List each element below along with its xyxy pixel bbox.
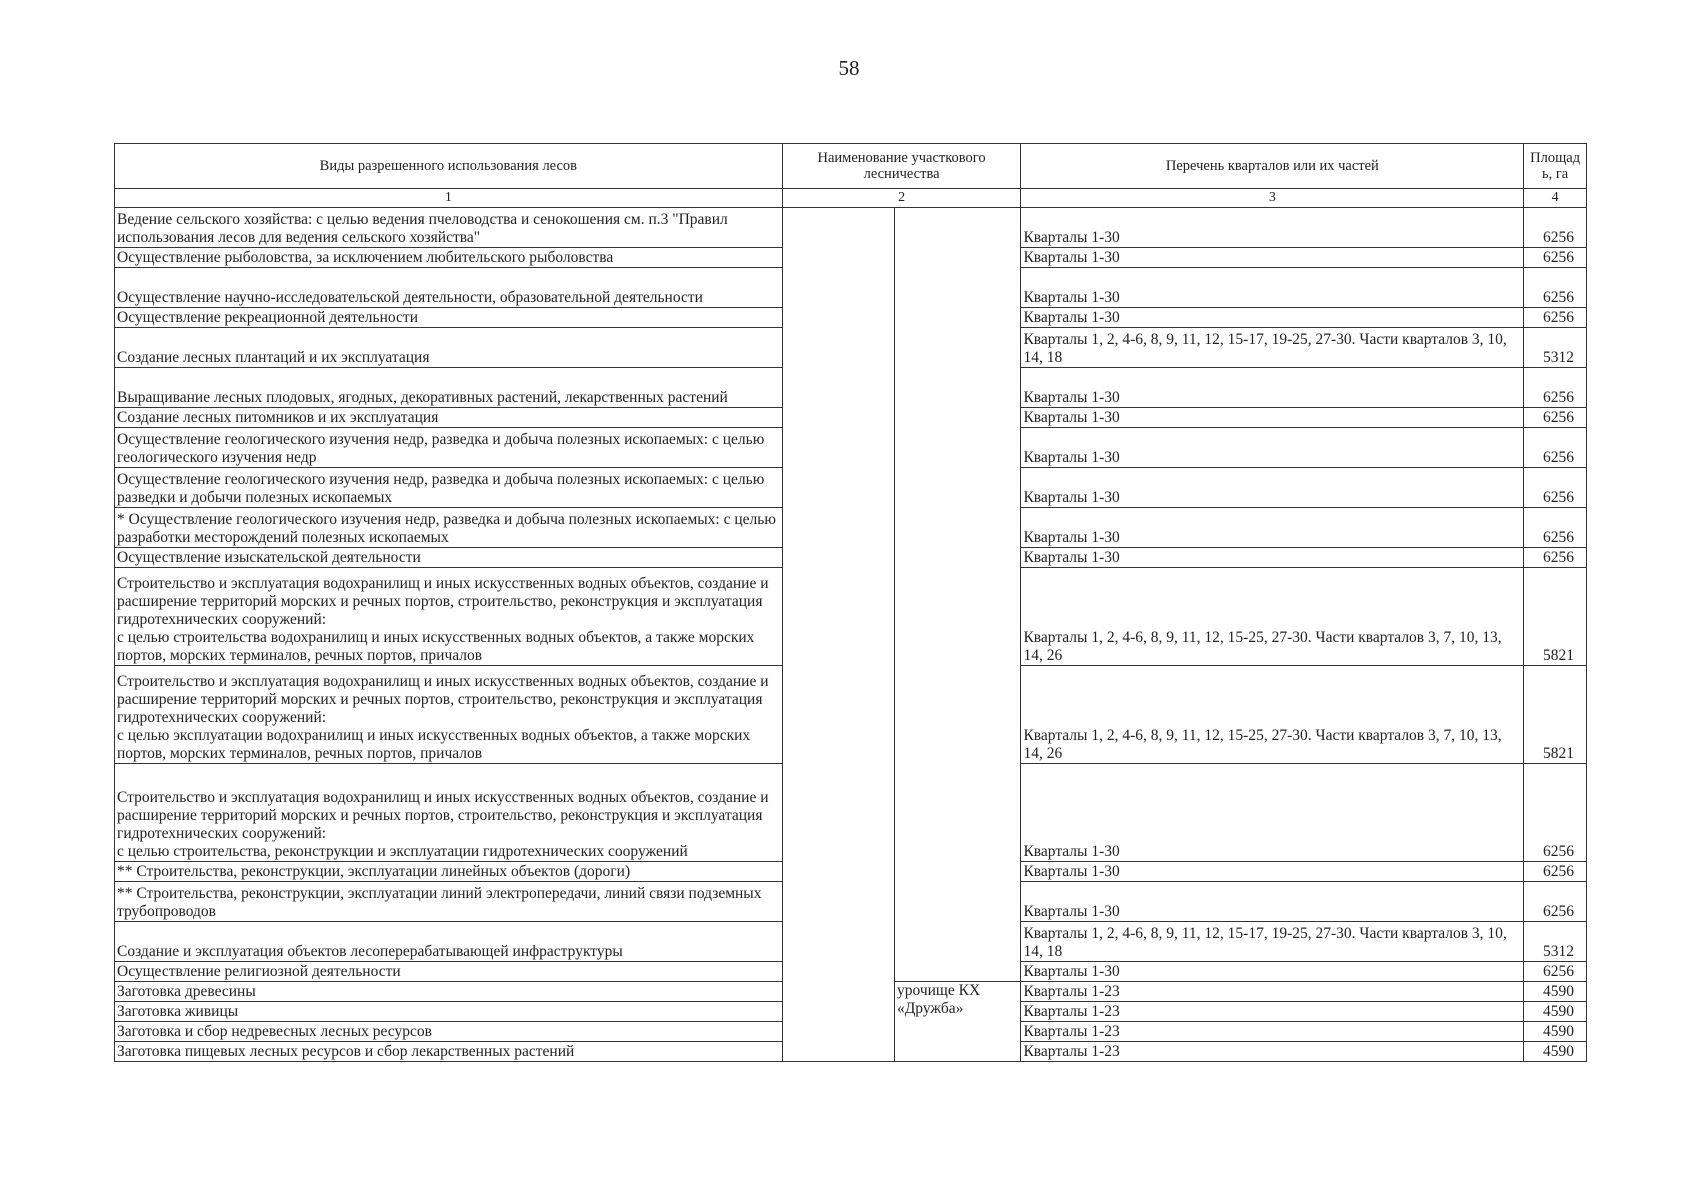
use-type-cell: Создание и эксплуатация объектов лесоперерабатывающей инфраструктуры bbox=[115, 922, 783, 962]
page-number: 58 bbox=[838, 56, 860, 80]
use-type-cell: ** Строительства, реконструкции, эксплуатации линий электропередачи, линий связи подземных трубопроводов bbox=[115, 882, 783, 922]
area-cell: 4590 bbox=[1524, 1042, 1587, 1062]
use-type-cell: Ведение сельского хозяйства: с целью ведения пчеловодства и сенокошения см. п.3 "Правил использования лесов для ведения сельского хозяйства" bbox=[115, 208, 783, 248]
header-area: Площад ь, га bbox=[1524, 144, 1587, 189]
quarters-cell: Кварталы 1-30 bbox=[1021, 862, 1524, 882]
use-type-cell: Заготовка и сбор недревесных лесных ресурсов bbox=[115, 1022, 783, 1042]
column-number: 1 bbox=[115, 189, 783, 208]
quarters-cell: Кварталы 1-30 bbox=[1021, 508, 1524, 548]
use-type-cell: Строительство и эксплуатация водохранилищ и иных искусственных водных объектов, создание и расширение территорий морских и речных портов, строительство, реконструкция и эксплуатация гидротехнических сооружений: с целью строительства, реконструкции и эксплуатации гидротехнических сооружений bbox=[115, 764, 783, 862]
area-cell: 4590 bbox=[1524, 1002, 1587, 1022]
use-type-cell: * Осуществление геологического изучения недр, разведка и добыча полезных ископаемых: с целью разработки месторождений полезных ископаемых bbox=[115, 508, 783, 548]
quarters-cell: Кварталы 1, 2, 4-6, 8, 9, 11, 12, 15-17, 19-25, 27-30. Части кварталов 3, 10, 14, 18 bbox=[1021, 922, 1524, 962]
column-number: 2 bbox=[782, 189, 1021, 208]
area-cell: 6256 bbox=[1524, 764, 1587, 862]
quarters-cell: Кварталы 1-30 bbox=[1021, 308, 1524, 328]
area-cell: 6256 bbox=[1524, 862, 1587, 882]
area-cell: 6256 bbox=[1524, 548, 1587, 568]
use-type-cell: Строительство и эксплуатация водохранилищ и иных искусственных водных объектов, создание и расширение территорий морских и речных портов, строительство, реконструкция и эксплуатация гидротехнических сооружений: с целью строительства водохранилищ и иных искусственных водных объектов, а также морских портов, морских терминалов, речных портов, причалов bbox=[115, 568, 783, 666]
area-cell: 5821 bbox=[1524, 568, 1587, 666]
area-cell: 6256 bbox=[1524, 408, 1587, 428]
quarters-cell: Кварталы 1-30 bbox=[1021, 764, 1524, 862]
area-cell: 6256 bbox=[1524, 468, 1587, 508]
quarters-cell: Кварталы 1, 2, 4-6, 8, 9, 11, 12, 15-17, 19-25, 27-30. Части кварталов 3, 10, 14, 18 bbox=[1021, 328, 1524, 368]
area-cell: 6256 bbox=[1524, 268, 1587, 308]
area-cell: 6256 bbox=[1524, 962, 1587, 982]
quarters-cell: Кварталы 1-23 bbox=[1021, 1022, 1524, 1042]
quarters-cell: Кварталы 1-23 bbox=[1021, 1042, 1524, 1062]
quarters-cell: Кварталы 1-30 bbox=[1021, 468, 1524, 508]
forestry-blank-cell bbox=[782, 208, 894, 1062]
quarters-cell: Кварталы 1-30 bbox=[1021, 268, 1524, 308]
use-type-cell: Создание лесных питомников и их эксплуатация bbox=[115, 408, 783, 428]
area-cell: 6256 bbox=[1524, 428, 1587, 468]
use-type-cell: Осуществление рыболовства, за исключением любительского рыболовства bbox=[115, 248, 783, 268]
area-cell: 6256 bbox=[1524, 882, 1587, 922]
use-type-cell: Заготовка древесины bbox=[115, 982, 783, 1002]
area-cell: 6256 bbox=[1524, 248, 1587, 268]
area-cell: 4590 bbox=[1524, 1022, 1587, 1042]
use-type-cell: Заготовка живицы bbox=[115, 1002, 783, 1022]
use-type-cell: Осуществление изыскательской деятельности bbox=[115, 548, 783, 568]
column-number-row bbox=[115, 189, 1587, 208]
quarters-cell: Кварталы 1-23 bbox=[1021, 982, 1524, 1002]
forest-use-table bbox=[114, 143, 1587, 1062]
use-type-cell: ** Строительства, реконструкции, эксплуатации линейных объектов (дороги) bbox=[115, 862, 783, 882]
quarters-cell: Кварталы 1-30 bbox=[1021, 962, 1524, 982]
use-type-cell: Создание лесных плантаций и их эксплуатация bbox=[115, 328, 783, 368]
quarters-cell: Кварталы 1-30 bbox=[1021, 368, 1524, 408]
quarters-cell: Кварталы 1-30 bbox=[1021, 408, 1524, 428]
area-cell: 4590 bbox=[1524, 982, 1587, 1002]
area-cell: 6256 bbox=[1524, 208, 1587, 248]
use-type-cell: Осуществление геологического изучения недр, разведка и добыча полезных ископаемых: с целью геологического изучения недр bbox=[115, 428, 783, 468]
quarters-cell: Кварталы 1-30 bbox=[1021, 248, 1524, 268]
area-cell: 6256 bbox=[1524, 368, 1587, 408]
area-cell: 6256 bbox=[1524, 308, 1587, 328]
use-type-cell: Осуществление научно-исследовательской деятельности, образовательной деятельности bbox=[115, 268, 783, 308]
use-type-cell: Осуществление религиозной деятельности bbox=[115, 962, 783, 982]
quarters-cell: Кварталы 1-23 bbox=[1021, 1002, 1524, 1022]
header-quarters: Перечень кварталов или их частей bbox=[1021, 144, 1524, 189]
header-forestry: Наименование участкового лесничества bbox=[782, 144, 1021, 189]
use-type-cell: Заготовка пищевых лесных ресурсов и сбор лекарственных растений bbox=[115, 1042, 783, 1062]
table-row bbox=[115, 208, 1587, 248]
header-use-types: Виды разрешенного использования лесов bbox=[115, 144, 783, 189]
quarters-cell: Кварталы 1, 2, 4-6, 8, 9, 11, 12, 15-25, 27-30. Части кварталов 3, 7, 10, 13, 14, 26 bbox=[1021, 666, 1524, 764]
use-type-cell: Осуществление геологического изучения недр, разведка и добыча полезных ископаемых: с целью разведки и добычи полезных ископаемых bbox=[115, 468, 783, 508]
use-type-cell: Выращивание лесных плодовых, ягодных, декоративных растений, лекарственных растений bbox=[115, 368, 783, 408]
column-number: 4 bbox=[1524, 189, 1587, 208]
use-type-cell: Осуществление рекреационной деятельности bbox=[115, 308, 783, 328]
area-cell: 6256 bbox=[1524, 508, 1587, 548]
area-cell: 5312 bbox=[1524, 328, 1587, 368]
quarters-cell: Кварталы 1-30 bbox=[1021, 208, 1524, 248]
table-header-row bbox=[115, 144, 1587, 189]
use-type-cell: Строительство и эксплуатация водохранилищ и иных искусственных водных объектов, создание и расширение территорий морских и речных портов, строительство, реконструкция и эксплуатация гидротехнических сооружений: с целью эксплуатации водохранилищ и иных искусственных водных объектов, а также морских портов, морских терминалов, речных портов, причалов bbox=[115, 666, 783, 764]
quarters-cell: Кварталы 1-30 bbox=[1021, 882, 1524, 922]
area-cell: 5821 bbox=[1524, 666, 1587, 764]
column-number: 3 bbox=[1021, 189, 1524, 208]
quarters-cell: Кварталы 1-30 bbox=[1021, 548, 1524, 568]
quarters-cell: Кварталы 1-30 bbox=[1021, 428, 1524, 468]
forestry-name-cell: урочище КХ «Дружба» bbox=[894, 982, 1020, 1062]
quarters-cell: Кварталы 1, 2, 4-6, 8, 9, 11, 12, 15-25, 27-30. Части кварталов 3, 7, 10, 13, 14, 26 bbox=[1021, 568, 1524, 666]
table-body bbox=[115, 208, 1587, 1062]
area-cell: 5312 bbox=[1524, 922, 1587, 962]
forestry-blank-cell bbox=[894, 208, 1020, 982]
